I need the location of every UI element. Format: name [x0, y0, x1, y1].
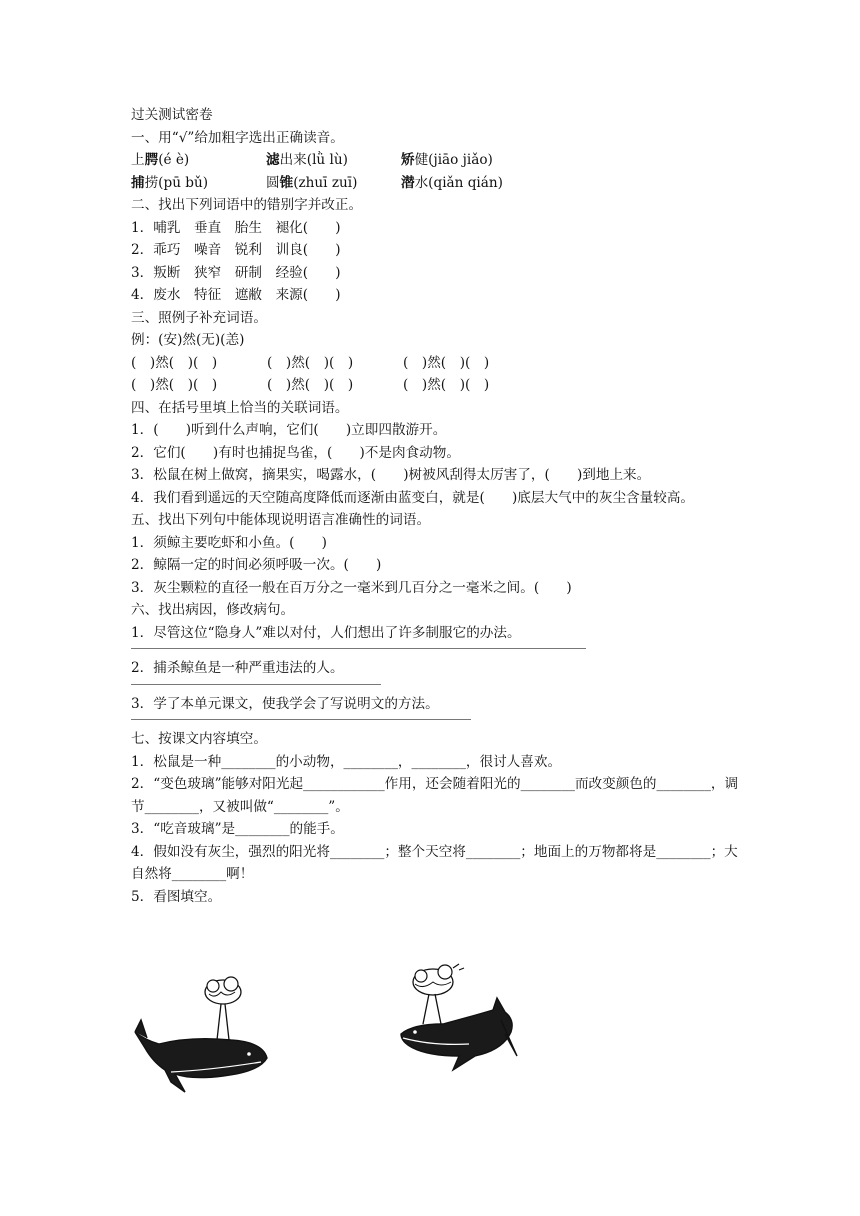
pinyin-item: 潜水(qiǎn qián): [401, 174, 503, 191]
fill-cell: ( )然( )( ): [267, 377, 354, 393]
question-line: 3．灰尘颗粒的直径一般在百万分之一毫米到几百分之一毫米之间。( ): [131, 579, 572, 596]
pinyin-item: 滤出来(lǜ lù): [266, 152, 348, 168]
question-line: 4．我们看到遥远的天空随高度降低而逐渐由蓝变白，就是( )底层大气中的灰尘含量较高。: [131, 489, 695, 506]
pinyin-item: 捕捞(pū bǔ): [131, 174, 209, 191]
question-line: 1．尽管这位“隐身人”难以对付，人们想出了许多制服它的办法。: [131, 624, 521, 641]
pinyin-row-2: [131, 172, 741, 195]
fill-cell: ( )然( )( ): [403, 377, 490, 393]
worksheet: [131, 104, 741, 908]
question-line: 1．松鼠是一种________的小动物，________，________，很讨人喜欢。: [131, 753, 562, 770]
question-line: 3．学了本单元课文，使我学会了写说明文的方法。: [131, 695, 439, 712]
section-5-heading: 五、找出下列句中能体现说明语言准确性的词语。: [131, 512, 431, 528]
fill-cell: ( )然( )( ): [403, 354, 490, 371]
section-7-heading: 七、按课文内容填空。: [131, 731, 267, 747]
page-title: 过关测试密卷: [131, 107, 213, 123]
question-line: 4．废水 特征 遮敝 来源( ): [131, 287, 341, 303]
fill-row: [131, 352, 741, 375]
question-line: 4．假如没有灰尘，强烈的阳光将________；整个天空将________；地面上的万物都将是________；大自然将________啊！: [131, 843, 738, 882]
question-line: 1．须鲸主要吃虾和小鱼。( ): [131, 534, 327, 551]
example-line: 例：(安)然(无)(恙): [131, 332, 245, 348]
question-line: 3．“吃音玻璃”是________的能手。: [131, 821, 344, 837]
section-1-heading: 一、用“√”给加粗字选出正确读音。: [131, 129, 344, 146]
whale-figures: [131, 960, 551, 1100]
question-line: 3．叛断 狭窄 研制 经验( ): [131, 264, 341, 281]
whale-left-illustration: [131, 972, 281, 1097]
question-line: 2．乖巧 噪音 锐利 训良( ): [131, 242, 341, 258]
pinyin-item: 上腭(é è): [131, 152, 190, 168]
section-6-heading: 六、找出病因，修改病句。: [131, 602, 295, 618]
question-line: 5．看图填空。: [131, 888, 222, 905]
section-4-heading: 四、在括号里填上恰当的关联词语。: [131, 399, 349, 416]
question-line: 2．鲸隔一定的时间必须呼吸一次。( ): [131, 557, 382, 573]
question-line: 1．( )听到什么声响，它们( )立即四散游开。: [131, 422, 447, 438]
answer-line[interactable]: [131, 719, 471, 720]
pinyin-row-1: [131, 149, 741, 172]
fill-cell: ( )然( )( ): [267, 354, 354, 371]
question-line: 2．捕杀鲸鱼是一种严重违法的人。: [131, 660, 344, 676]
question-line: 2．“变色玻璃”能够对阳光起____________作用，还会随着阳光的________而改变颜色的________，调节________，又被叫做“________”。: [131, 776, 739, 815]
pinyin-item: 矫健(jiāo jiǎo): [401, 152, 493, 168]
whale-right-illustration: [393, 960, 528, 1095]
fill-row: [131, 374, 741, 397]
pinyin-item: 圆锥(zhuī zuī): [266, 174, 358, 191]
fill-cell: ( )然( )( ): [131, 354, 218, 371]
question-line: 2．它们( )有时也捕捉鸟雀，( )不是肉食动物。: [131, 444, 460, 461]
fill-cell: ( )然( )( ): [131, 377, 218, 393]
question-line: 3．松鼠在树上做窝，摘果实，喝露水，( )树被风刮得太厉害了，( )到地上来。: [131, 467, 651, 483]
section-3-heading: 三、照例子补充词语。: [131, 309, 267, 326]
question-line: 1．哺乳 垂直 胎生 褪化( ): [131, 219, 341, 236]
answer-line[interactable]: [131, 684, 381, 685]
section-2-heading: 二、找出下列词语中的错别字并改正。: [131, 197, 363, 213]
answer-line[interactable]: [131, 648, 586, 649]
